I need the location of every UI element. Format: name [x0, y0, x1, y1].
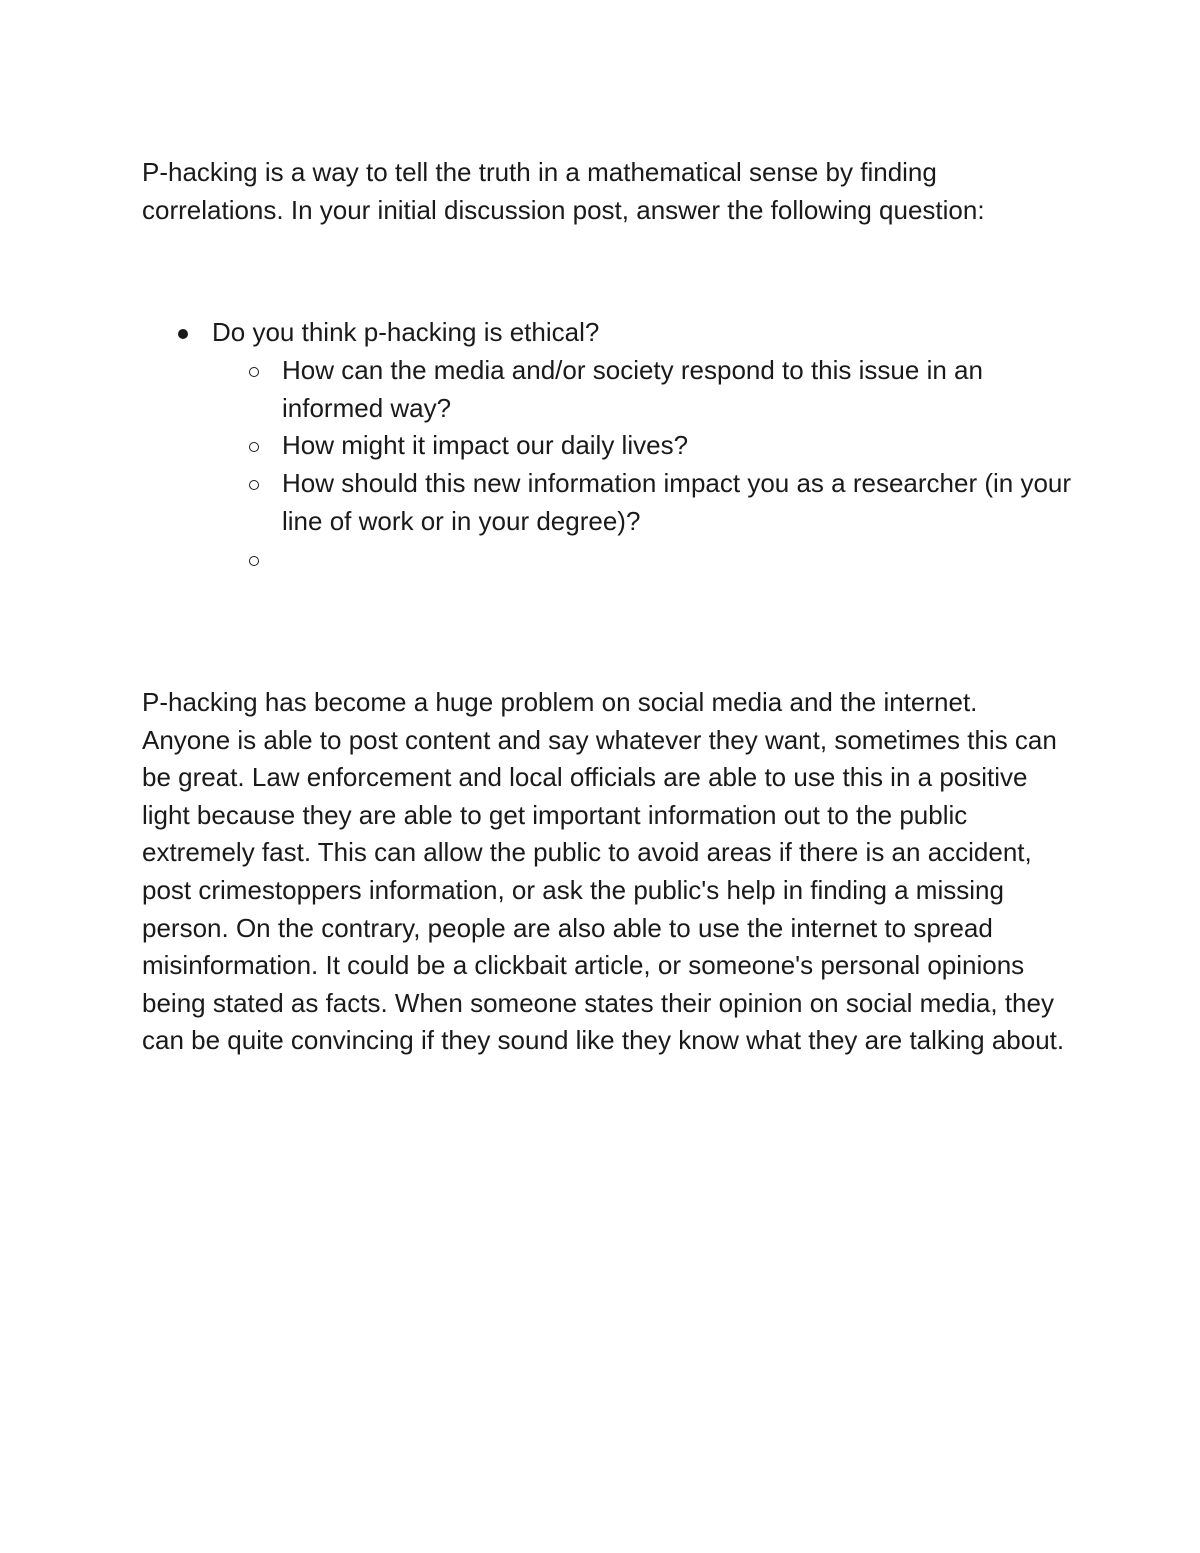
response-paragraph: P-hacking has become a huge problem on social media and the internet. Anyone is able to post content and say whatever they want, sometimes this can be great. Law enforcement and local officials are able to use this in a positive light because they are able to get important information out to the public extremely fast. This can allow the public to avoid areas if there is an accident, post crimestoppers information, or ask the public's help in finding a missing person. On the contrary, people are also able to use the internet to spread misinformation. It could be a clickbait article, or someone's personal opinions being stated as facts. When someone states their opinion on social media, they can be quite convincing if they sound like they know what they are talking about.	[142, 687, 1065, 1056]
sub-question-item: How can the media and/or society respond to this issue in an informed way?	[282, 355, 983, 423]
intro-paragraph: P-hacking is a way to tell the truth in a mathematical sense by finding correlations. In your initial discussion post, answer the following question:	[142, 157, 985, 225]
sub-question-item: How might it impact our daily lives?	[282, 430, 689, 460]
hollow-bullet-icon	[249, 442, 259, 452]
filled-bullet-icon	[178, 329, 188, 339]
hollow-bullet-icon	[249, 367, 259, 377]
hollow-bullet-icon	[249, 480, 259, 490]
sub-question-item: How should this new information impact you as a researcher (in your line of work or in your degree)?	[282, 468, 1072, 536]
hollow-bullet-icon	[249, 556, 259, 566]
question-item: Do you think p-hacking is ethical?	[212, 317, 600, 347]
